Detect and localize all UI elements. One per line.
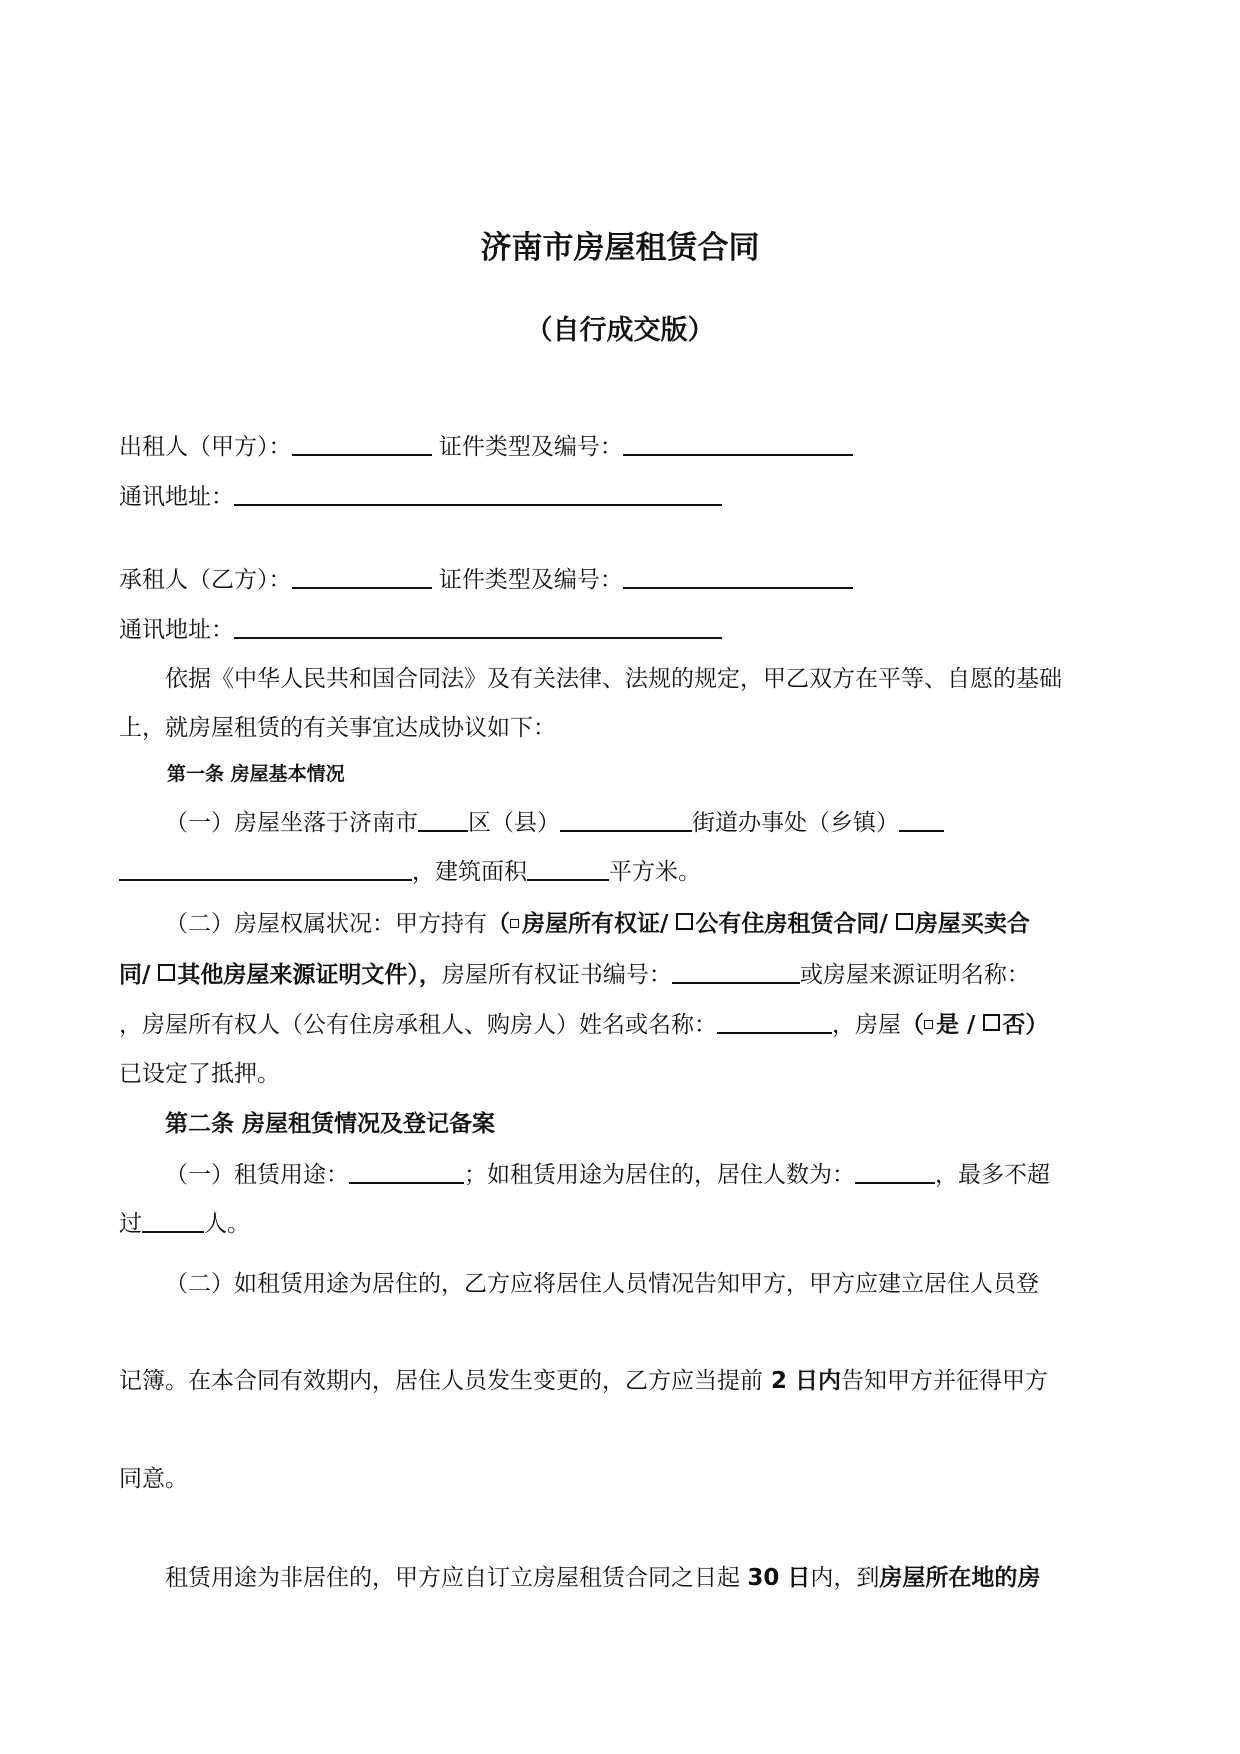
article-1-item-2	[165, 908, 1030, 940]
register-text-a: 记簿。在本合同有效期内，居住人员发生变更的，乙方应当提前	[119, 1368, 763, 1394]
checkbox-mortgage-no[interactable]	[983, 1014, 1000, 1031]
lessor-line	[119, 430, 853, 463]
address-detail-blank	[119, 855, 412, 881]
lessee-id-label: 证件类型及编号：	[438, 567, 623, 593]
mortgage-paren-open: （	[901, 1012, 924, 1038]
cert-number-blank	[672, 958, 800, 984]
document-subtitle: （自行成交版）	[525, 315, 715, 346]
lessee-address-label: 通讯地址：	[119, 617, 234, 643]
lessor-address-blank	[234, 480, 722, 506]
town-blank	[899, 806, 944, 832]
article-2-nonresidential	[165, 1562, 1040, 1594]
preamble-line-1: 依据《中华人民共和国合同法》及有关法律、法规的规定，甲乙双方在平等、自愿的基础	[165, 666, 1062, 692]
article-1-heading: 第一条 房屋基本情况	[167, 763, 345, 785]
mortgage-label: ，房屋	[832, 1012, 901, 1038]
article-1-item-1	[165, 806, 944, 839]
filing-period: 30 日	[747, 1565, 811, 1591]
nonres-text-b: 内，到	[810, 1565, 880, 1591]
option-public-housing: 公有住房租赁合同/	[695, 911, 896, 937]
lessor-address-line	[119, 480, 722, 513]
article-1-item-2-line-4: 已设定了抵押。	[119, 1061, 280, 1087]
occupants-blank	[855, 1158, 935, 1184]
area-label: ，建筑面积	[412, 859, 527, 885]
lessee-address-blank	[234, 613, 722, 639]
nonres-text-a: 租赁用途为非居住的，甲方应自订立房屋租赁合同之日起	[165, 1565, 748, 1591]
location-text-c: 街道办事处（乡镇）	[692, 810, 899, 836]
article-2-heading: 第二条 房屋租赁情况及登记备案	[165, 1111, 496, 1137]
owner-name-blank	[717, 1008, 832, 1034]
checkbox-sale-contract[interactable]	[896, 913, 913, 930]
checkbox-public-housing[interactable]	[676, 913, 693, 930]
location-text-b: 区（县）	[468, 810, 560, 836]
option-sale-contract: 房屋买卖合	[914, 911, 1030, 937]
cert-number-label: 房屋所有权证书编号：	[441, 962, 672, 988]
usage-blank	[349, 1158, 464, 1184]
article-2-item-2-line-2	[119, 1365, 1048, 1397]
register-text-b: 告知甲方并征得甲方	[841, 1368, 1049, 1394]
area-blank	[527, 855, 609, 881]
comma: ，	[418, 962, 442, 988]
lessee-line	[119, 563, 853, 596]
lessee-id-blank	[623, 563, 853, 589]
checkbox-property-cert[interactable]	[510, 919, 519, 928]
lessor-name-blank	[292, 430, 432, 456]
preamble-line-2: 上，就房屋租赁的有关事宜达成协议如下：	[119, 715, 556, 741]
street-blank	[560, 806, 692, 832]
article-1-item-2-line-3	[119, 1008, 1048, 1041]
owner-name-label: ，房屋所有权人（公有住房承租人、购房人）姓名或名称：	[119, 1012, 717, 1038]
option-sale-contract-cont: 同/	[119, 962, 159, 988]
option-mortgage-yes: 是 /	[936, 1012, 984, 1038]
max-label: ，最多不超	[935, 1162, 1050, 1188]
lessee-label: 承租人（乙方）：	[119, 567, 292, 593]
article-2-item-2-line-3: 同意。	[119, 1466, 188, 1492]
location-text-a: （一）房屋坐落于济南市	[165, 810, 418, 836]
ownership-text: （二）房屋权属状况：甲方持有	[165, 911, 487, 937]
max-label-cont: 过	[119, 1211, 142, 1237]
persons-unit: 人。	[204, 1211, 250, 1237]
checkbox-other-docs[interactable]	[158, 964, 175, 981]
article-1-item-2-line-2	[119, 958, 1030, 991]
lessor-id-label: 证件类型及编号：	[438, 434, 623, 460]
lessor-label: 出租人（甲方）：	[119, 434, 292, 460]
document-title: 济南市房屋租赁合同	[480, 230, 760, 266]
lessor-id-blank	[623, 430, 853, 456]
option-property-cert: 房屋所有权证/	[522, 911, 677, 937]
usage-label: （一）租赁用途：	[165, 1162, 349, 1188]
lessee-address-line	[119, 613, 722, 646]
lessor-address-label: 通讯地址：	[119, 484, 234, 510]
article-1-item-1-cont	[119, 855, 701, 888]
district-blank	[418, 806, 468, 832]
max-occupants-blank	[142, 1207, 204, 1233]
checkbox-mortgage-yes[interactable]	[924, 1020, 933, 1029]
option-mortgage-no: 否）	[1002, 1012, 1049, 1038]
nonres-location: 房屋所在地的房	[879, 1565, 1041, 1591]
article-2-item-1-cont	[119, 1207, 250, 1240]
article-2-item-2-line-1: （二）如租赁用途为居住的，乙方应将居住人员情况告知甲方，甲方应建立居住人员登	[165, 1271, 1039, 1297]
option-other-docs: 其他房屋来源证明文件）	[177, 962, 419, 988]
article-2-item-1	[165, 1158, 1050, 1191]
notice-period: 2 日内	[763, 1368, 842, 1394]
paren-open: （	[487, 911, 510, 937]
source-doc-label: 或房屋来源证明名称：	[799, 962, 1030, 988]
area-unit: 平方米。	[609, 859, 701, 885]
occupants-label: ；如租赁用途为居住的，居住人数为：	[464, 1162, 855, 1188]
lessee-name-blank	[292, 563, 432, 589]
